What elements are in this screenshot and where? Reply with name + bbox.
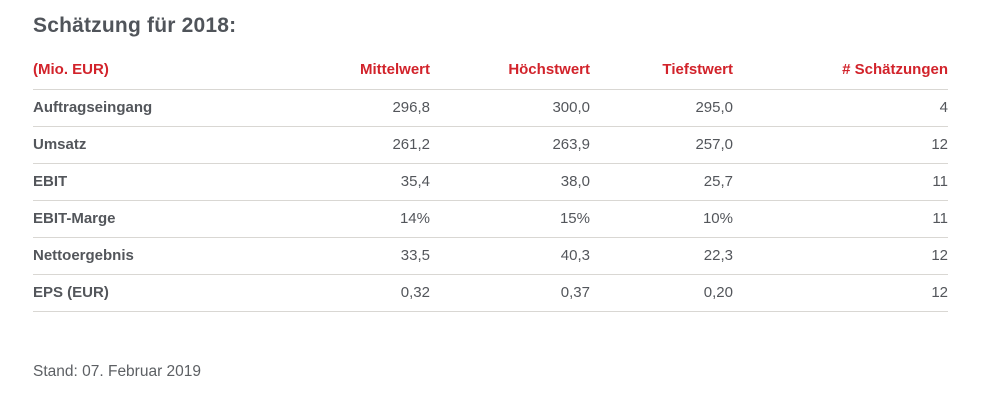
column-header-anzahl: # Schätzungen: [733, 61, 948, 90]
cell-tiefstwert: 0,20: [590, 275, 733, 312]
cell-hoechstwert: 40,3: [430, 238, 590, 275]
cell-mittelwert: 14%: [283, 201, 430, 238]
table-row: [33, 90, 948, 127]
row-label: Umsatz: [33, 127, 283, 164]
row-label: EBIT: [33, 164, 283, 201]
as-of-date: Stand: 07. Februar 2019: [33, 363, 202, 380]
cell-tiefstwert: 257,0: [590, 127, 733, 164]
cell-mittelwert: 261,2: [283, 127, 430, 164]
cell-anzahl: 12: [733, 275, 948, 312]
cell-tiefstwert: 25,7: [590, 164, 733, 201]
cell-mittelwert: 35,4: [283, 164, 430, 201]
table-row: [33, 164, 948, 201]
table-row: [33, 127, 948, 164]
cell-anzahl: 12: [733, 127, 948, 164]
header-row: [33, 61, 948, 90]
table-header: [33, 61, 948, 90]
column-header-hoechstwert: Höchstwert: [430, 61, 590, 90]
table-row: [33, 275, 948, 312]
cell-tiefstwert: 22,3: [590, 238, 733, 275]
row-label: EBIT-Marge: [33, 201, 283, 238]
cell-hoechstwert: 263,9: [430, 127, 590, 164]
row-label: Nettoergebnis: [33, 238, 283, 275]
cell-mittelwert: 33,5: [283, 238, 430, 275]
cell-hoechstwert: 15%: [430, 201, 590, 238]
column-header-mittelwert: Mittelwert: [283, 61, 430, 90]
estimates-table: [33, 61, 948, 312]
column-header-unit: (Mio. EUR): [33, 61, 283, 90]
table-row: [33, 201, 948, 238]
cell-hoechstwert: 0,37: [430, 275, 590, 312]
cell-anzahl: 4: [733, 90, 948, 127]
page-title: Schätzung für 2018:: [33, 14, 237, 37]
cell-anzahl: 12: [733, 238, 948, 275]
cell-anzahl: 11: [733, 164, 948, 201]
table-row: [33, 238, 948, 275]
cell-tiefstwert: 10%: [590, 201, 733, 238]
cell-tiefstwert: 295,0: [590, 90, 733, 127]
row-label: Auftragseingang: [33, 90, 283, 127]
cell-mittelwert: 0,32: [283, 275, 430, 312]
cell-hoechstwert: 300,0: [430, 90, 590, 127]
cell-anzahl: 11: [733, 201, 948, 238]
cell-mittelwert: 296,8: [283, 90, 430, 127]
table-body: [33, 90, 948, 312]
column-header-tiefstwert: Tiefstwert: [590, 61, 733, 90]
row-label: EPS (EUR): [33, 275, 283, 312]
cell-hoechstwert: 38,0: [430, 164, 590, 201]
